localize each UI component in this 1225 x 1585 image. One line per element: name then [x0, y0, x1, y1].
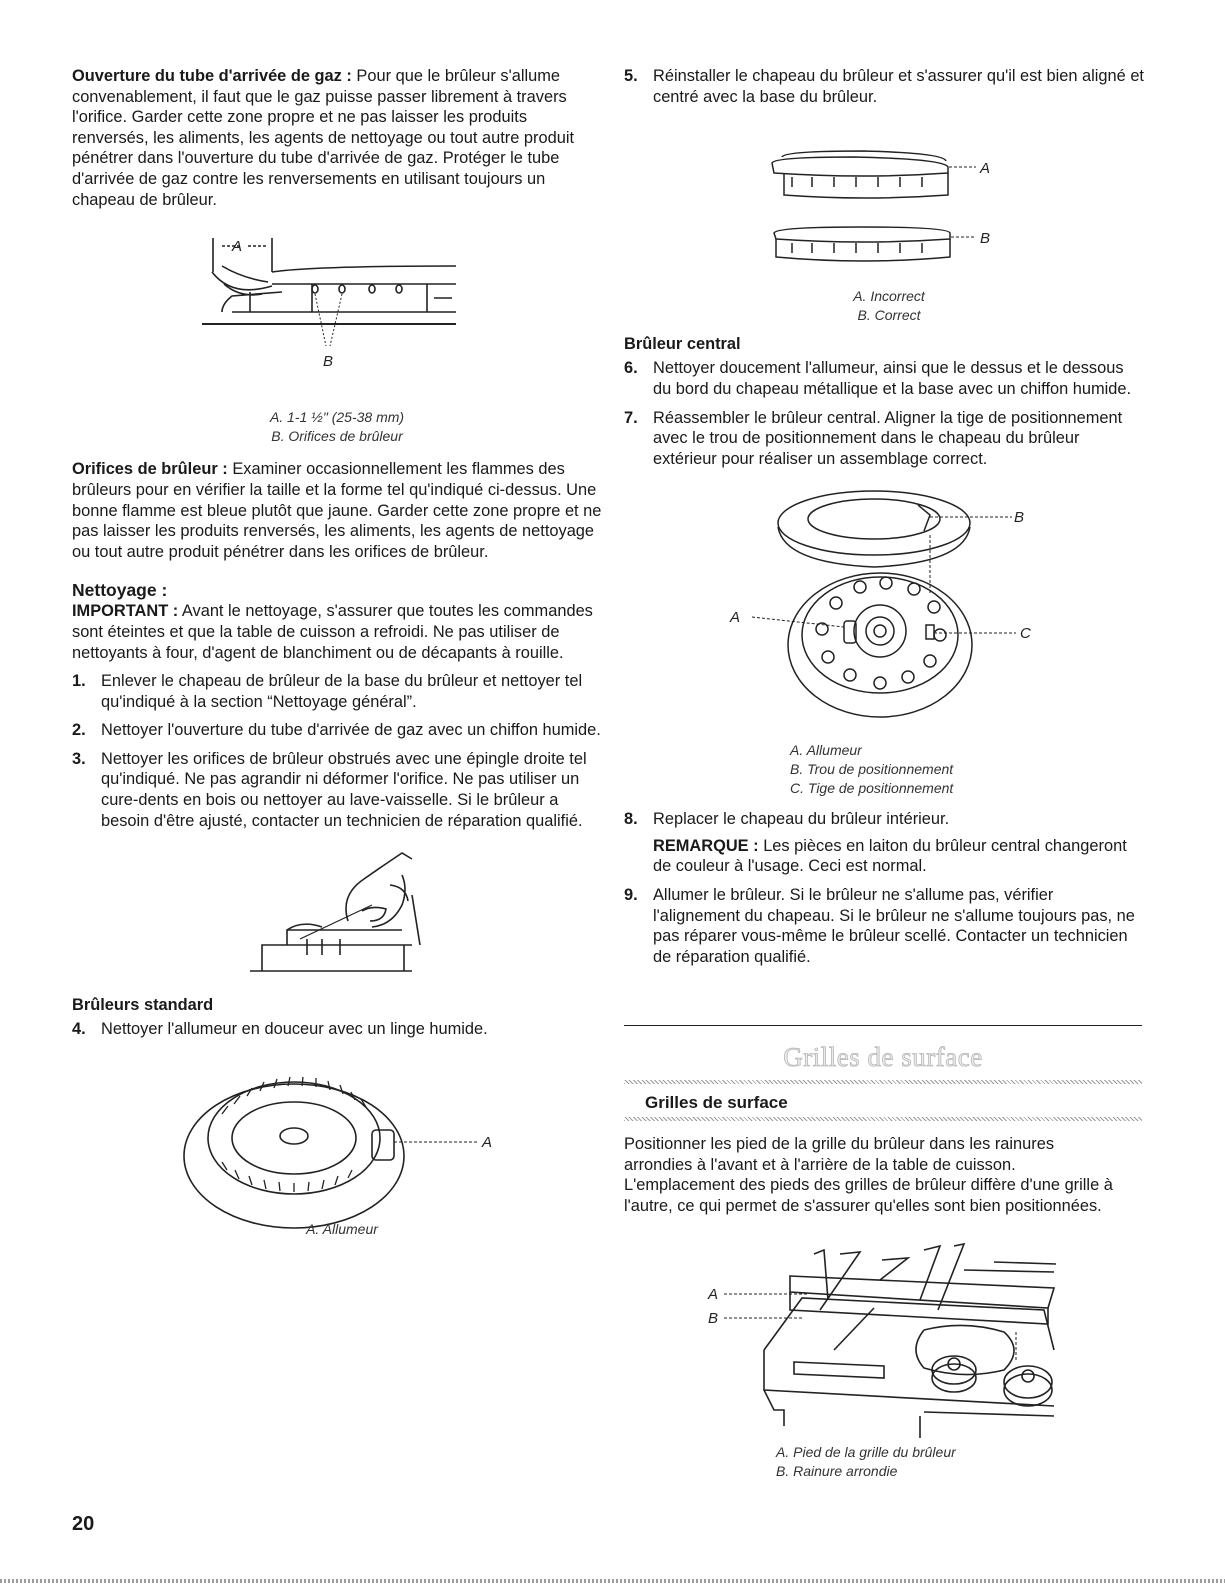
step-number: 8. — [624, 810, 638, 829]
central-step — [624, 408, 1144, 470]
left-column — [72, 66, 602, 1238]
central-step — [624, 358, 1144, 399]
central-label-a: A — [730, 609, 741, 627]
step-number: 2. — [72, 721, 86, 740]
fig1-label-b: B — [323, 353, 334, 371]
step-9 — [624, 885, 1144, 967]
orifices-lead: Orifices de brûleur : — [72, 460, 228, 479]
gas-tube-figure — [72, 226, 602, 416]
grates-subtitle: Grilles de surface — [645, 1093, 788, 1112]
important-text: Avant le nettoyage, s'assurer que toutes les commandes sont éteintes et que la table de cuisson a refroidi. Ne pas utiliser de nettoyants à four, d'agent de blanchiment ou de décapants à rouille. — [72, 602, 593, 662]
grate-caption-b: B. Rainure arrondie — [776, 1463, 898, 1479]
cap-caption-a: A. Incorrect — [853, 288, 925, 305]
standard-title: Brûleurs standard — [72, 996, 214, 1015]
standard-burner-figure — [72, 1044, 602, 1230]
central-label-b: B — [1014, 509, 1025, 527]
remark-lead: REMARQUE : — [653, 836, 759, 855]
cap-alignment-figure — [624, 115, 1144, 285]
cleaning-step — [72, 720, 602, 741]
important-lead: IMPORTANT : — [72, 602, 179, 621]
central-caption-c: C. Tige de positionnement — [790, 779, 954, 796]
central-caption-b: B. Trou de positionnement — [790, 760, 954, 777]
cleaning-steps — [72, 671, 602, 831]
pin-cleaning-figure — [72, 835, 602, 985]
orifices-paragraph — [72, 459, 602, 562]
section-rule — [624, 1025, 1142, 1026]
right-column — [624, 66, 1144, 967]
orifices-text: Examiner occasionnellement les flammes des brûleurs pour en vérifier la taille et la forme tel qu'indiqué ci-dessus. Une bonne flamme est bleue plutôt que jaune. Garder cette zone propre et ne pas laisser les produits renversés, les aliments, les agents de nettoyage ou tout autre produit pénétrer dans les orifices de brûleur. — [72, 460, 602, 561]
grate-caption-a: A. Pied de la grille du brûleur — [776, 1444, 956, 1460]
std-caption: A. Allumeur — [306, 1220, 378, 1237]
grate-figure — [624, 1240, 1144, 1440]
grates-paragraph: Positionner les pied de la grille du brûleur dans les rainures arrondies à l'avant et à l'arrière de la table de cuisson. L'emplacement des pieds des grilles de brûleur diffère d'une grille à l'autre, ce qui permet de s'assurer qu'elles sont bien positionnées. — [624, 1135, 1113, 1215]
cleaning-step — [72, 671, 602, 712]
step-8 — [624, 809, 1144, 877]
step-text: Nettoyer l'allumeur en douceur avec un linge humide. — [101, 1020, 488, 1039]
fig1-caption-a: A. 1-1 ½" (25-38 mm) — [269, 409, 405, 426]
step-number: 6. — [624, 359, 638, 378]
bottom-scan-edge — [0, 1579, 1225, 1583]
step-number: 4. — [72, 1020, 86, 1039]
cap-label-b: B — [980, 230, 991, 248]
step-5 — [624, 66, 1144, 107]
step-text: Nettoyer doucement l'allumeur, ainsi que le dessus et le dessous du bord du chapeau métallique et la base avec un chiffon humide. — [653, 359, 1132, 398]
std-label-a: A — [482, 1133, 493, 1151]
standard-step — [72, 1019, 602, 1040]
fig1-label-a: A — [232, 238, 243, 256]
step-number: 1. — [72, 672, 86, 691]
step-text: Nettoyer les orifices de brûleur obstrués avec une épingle droite tel qu'indiqué. Ne pas agrandir ni déformer l'orifice. Ne pas utiliser un cure-dents en bois ou nettoyer au lave-vaisselle. Si le brûleur a besoin d'être ajusté, contacter un technicien de réparation qualifié. — [101, 749, 587, 830]
step-text: Réassembler le brûleur central. Aligner la tige de positionnement avec le trou de positionnement dans le chapeau du brûleur extérieur pour réaliser un assemblage correct. — [653, 408, 1123, 468]
section-hatch-bottom — [624, 1117, 1142, 1121]
step-text: Enlever le chapeau de brûleur de la base du brûleur et nettoyer tel qu'indiqué à la section “Nettoyage général”. — [101, 672, 583, 711]
central-caption-a: A. Allumeur — [790, 742, 862, 759]
step-text: Réinstaller le chapeau du brûleur et s'assurer qu'il est bien aligné et centré avec la base du brûleur. — [653, 67, 1144, 106]
cap-caption-b: B. Correct — [857, 306, 921, 323]
remark — [653, 836, 1144, 877]
step-number: 7. — [624, 408, 638, 427]
gas-tube-lead: Ouverture du tube d'arrivée de gaz : — [72, 67, 352, 85]
cap-label-a: A — [980, 160, 991, 178]
gas-tube-text: Pour que le brûleur s'allume convenablement, il faut que le gaz puisse passer librement à travers l'orifice. Garder cette zone propre et ne pas laisser les produits renversés, les aliments, les agents de nettoyage ou tout autre produit pénétrer dans l'ouverture du tube d'arrivée de gaz. Protéger le tube d'arrivée de gaz contre les renversements en utilisant toujours un chapeau de brûleur. — [72, 67, 575, 209]
gas-tube-paragraph — [72, 66, 602, 210]
step-text: Replacer le chapeau du brûleur intérieur. — [653, 810, 950, 829]
central-burner-figure — [624, 475, 1144, 745]
step-number: 9. — [624, 885, 638, 904]
step-text: Allumer le brûleur. Si le brûleur ne s'allume pas, vérifier l'alignement du chapeau. Si le brûleur ne s'allume toujours pas, ne pas réparer vous-même le brûleur scellé. Contacter un technicien de réparation qualifié. — [653, 885, 1135, 966]
cleaning-step — [72, 749, 602, 831]
cleaning-title: Nettoyage : — [72, 580, 168, 601]
remark-text: Les pièces en laiton du brûleur central changeront de couleur à l'usage. Ceci est normal. — [653, 836, 1127, 876]
central-title: Brûleur central — [624, 335, 741, 354]
section-title: Grilles de surface — [783, 1042, 983, 1072]
step-number: 3. — [72, 749, 86, 768]
grate-label-b: B — [708, 1310, 719, 1327]
important-paragraph — [72, 601, 602, 663]
step-number: 5. — [624, 67, 638, 85]
fig1-caption-b: B. Orifices de brûleur — [271, 427, 403, 444]
step-text: Nettoyer l'ouverture du tube d'arrivée de gaz avec un chiffon humide. — [101, 721, 601, 740]
page-number: 20 — [72, 1513, 95, 1535]
grate-label-a: A — [708, 1286, 719, 1303]
section-hatch-top — [624, 1080, 1142, 1084]
central-label-c: C — [1020, 625, 1031, 643]
